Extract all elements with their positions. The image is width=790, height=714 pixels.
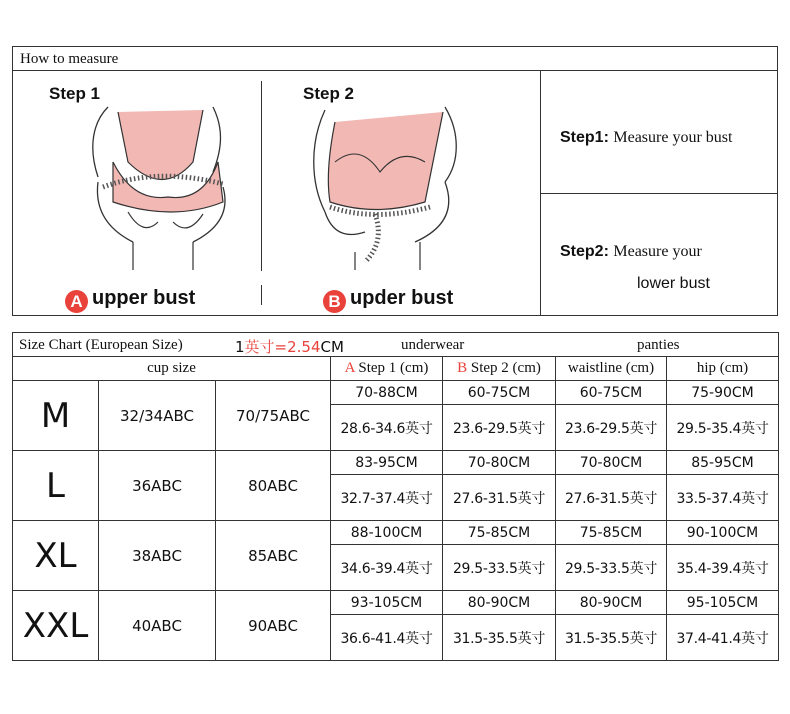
note-step2-line2: lower bust xyxy=(637,275,710,292)
band-size-value: 80ABC xyxy=(216,451,331,521)
size-chart-header-row xyxy=(13,357,779,381)
step2-cm: 75-85CM xyxy=(443,521,556,545)
hip-cm: 90-100CM xyxy=(667,521,779,545)
how-to-measure-header xyxy=(13,47,777,71)
step2-inch: 27.6-31.5英寸 xyxy=(443,475,556,521)
waist-cm: 60-75CM xyxy=(556,381,667,405)
step1-inch: 34.6-39.4英寸 xyxy=(331,545,443,591)
badge-a: A xyxy=(65,290,88,313)
step2-cm: 80-90CM xyxy=(443,591,556,615)
size-chart-title-row xyxy=(13,333,779,357)
conversion-suffix: CM xyxy=(320,338,344,356)
step1-inch: 32.7-37.4英寸 xyxy=(331,475,443,521)
header-step2-letter: B xyxy=(457,360,468,376)
step1-title: Step 1 xyxy=(49,84,101,103)
hip-inch: 37.4-41.4英寸 xyxy=(667,615,779,661)
waist-cm: 80-90CM xyxy=(556,591,667,615)
step-divider xyxy=(261,81,262,271)
step1-inch: 28.6-34.6英寸 xyxy=(331,405,443,451)
header-step1-text: Step 1 (cm) xyxy=(354,360,429,376)
caption-upper-bust xyxy=(65,287,195,313)
how-to-measure-panel xyxy=(12,46,778,316)
waist-cm: 70-80CM xyxy=(556,451,667,475)
size-label: XXL xyxy=(13,591,99,661)
caption-divider xyxy=(261,285,262,305)
header-step2 xyxy=(443,357,556,381)
lower-bust-illustration xyxy=(295,102,465,272)
note-step2-label: Step2: xyxy=(560,243,609,260)
step1-inch: 36.6-41.4英寸 xyxy=(331,615,443,661)
size-label: M xyxy=(13,381,99,451)
step1-cm: 83-95CM xyxy=(331,451,443,475)
step1-cm: 88-100CM xyxy=(331,521,443,545)
step2-inch: 29.5-33.5英寸 xyxy=(443,545,556,591)
panties-label: panties xyxy=(637,337,680,353)
hip-inch: 33.5-37.4英寸 xyxy=(667,475,779,521)
header-step2-text: Step 2 (cm) xyxy=(467,360,541,376)
header-cup-size: cup size xyxy=(13,357,331,381)
size-label: L xyxy=(13,451,99,521)
badge-b: B xyxy=(323,290,346,313)
cup-size-value: 32/34ABC xyxy=(99,381,216,451)
band-size-value: 70/75ABC xyxy=(216,381,331,451)
hip-cm: 95-105CM xyxy=(667,591,779,615)
size-label: XL xyxy=(13,521,99,591)
size-chart-title: Size Chart (European Size) xyxy=(19,337,183,353)
note-step1-text: Measure your bust xyxy=(613,129,733,146)
table-row xyxy=(13,591,779,615)
caption-lower-bust-text: upder bust xyxy=(350,287,454,309)
cup-size-value: 36ABC xyxy=(99,451,216,521)
band-size-value: 85ABC xyxy=(216,521,331,591)
header-step1 xyxy=(331,357,443,381)
note-step1-label: Step1: xyxy=(560,129,609,146)
hip-cm: 85-95CM xyxy=(667,451,779,475)
upper-bust-illustration xyxy=(73,102,243,272)
cup-size-value: 40ABC xyxy=(99,591,216,661)
hip-inch: 29.5-35.4英寸 xyxy=(667,405,779,451)
hip-cm: 75-90CM xyxy=(667,381,779,405)
hip-inch: 35.4-39.4英寸 xyxy=(667,545,779,591)
table-row xyxy=(13,451,779,475)
waist-cm: 75-85CM xyxy=(556,521,667,545)
step2-cm: 70-80CM xyxy=(443,451,556,475)
underwear-label: underwear xyxy=(401,337,465,353)
step2-title: Step 2 xyxy=(303,84,355,103)
waist-inch: 23.6-29.5英寸 xyxy=(556,405,667,451)
step2-inch: 23.6-29.5英寸 xyxy=(443,405,556,451)
step1-cm: 70-88CM xyxy=(331,381,443,405)
step2-cm: 60-75CM xyxy=(443,381,556,405)
size-chart-table xyxy=(12,332,779,661)
conversion-note xyxy=(235,336,344,357)
how-to-measure-title: How to measure xyxy=(20,51,119,67)
band-size-value: 90ABC xyxy=(216,591,331,661)
table-row xyxy=(13,521,779,545)
conversion-prefix: 1 xyxy=(235,338,245,356)
note-step1 xyxy=(560,129,732,147)
caption-lower-bust xyxy=(323,287,453,313)
size-chart-title-cell xyxy=(13,333,779,357)
note-step2-line1: Measure your xyxy=(613,243,702,260)
header-waistline: waistline (cm) xyxy=(556,357,667,381)
conversion-red: 英寸=2.54 xyxy=(244,338,321,356)
caption-upper-bust-text: upper bust xyxy=(92,287,196,309)
waist-inch: 31.5-35.5英寸 xyxy=(556,615,667,661)
step2-inch: 31.5-35.5英寸 xyxy=(443,615,556,661)
note-step2 xyxy=(560,243,702,261)
waist-inch: 27.6-31.5英寸 xyxy=(556,475,667,521)
notes-hdivider xyxy=(540,193,778,194)
step1-cm: 93-105CM xyxy=(331,591,443,615)
cup-size-value: 38ABC xyxy=(99,521,216,591)
header-step1-letter: A xyxy=(344,360,355,376)
table-row xyxy=(13,381,779,405)
header-hip: hip (cm) xyxy=(667,357,779,381)
waist-inch: 29.5-33.5英寸 xyxy=(556,545,667,591)
